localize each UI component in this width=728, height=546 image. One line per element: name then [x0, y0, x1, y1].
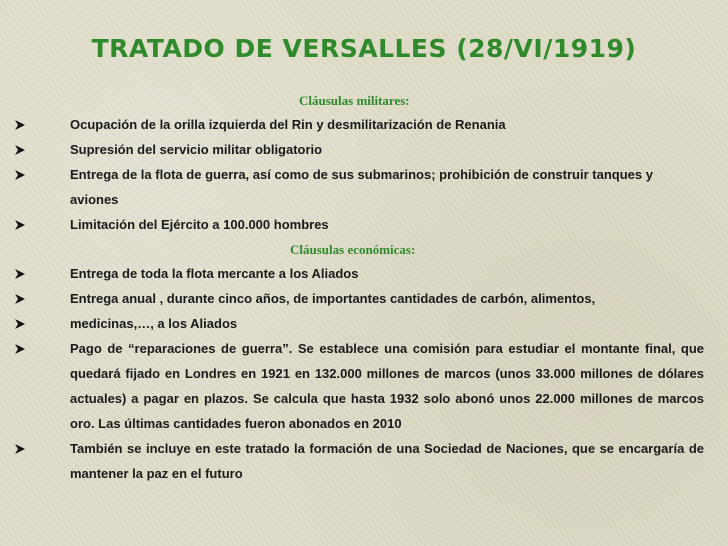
list-item-text: También se incluye en este tratado la formación de una Sociedad de Naciones, que se encargaría de mantener la paz en el futuro: [70, 441, 704, 481]
arrowhead-bullet-icon: [14, 261, 28, 286]
list-item-text: Supresión del servicio militar obligatorio: [70, 142, 323, 157]
list-item-text: Pago de “reparaciones de guerra”. Se establece una comisión para estudiar el montante final, que quedará fijado en Londres en 1921 en 132.000 millones de marcos (unos 33.000 millones de dólares actuales) a pagar en plazos. Se calcula que hasta 1932 solo abonó unos 22.000 millones de marcos oro. Las últimas cantidades fueron abonados en 2010: [70, 341, 704, 431]
list-item-text: Ocupación de la orilla izquierda del Rin y desmilitarización de Renania: [70, 117, 506, 132]
list-item: [14, 436, 704, 486]
list-item: [14, 286, 659, 336]
arrowhead-bullet-icon: [14, 112, 28, 137]
military-clauses-heading: Cláusulas militares:: [299, 93, 410, 108]
list-item-text: Entrega de la flota de guerra, así como de sus submarinos; prohibición de construir tanques y aviones: [70, 167, 653, 207]
list-item: [14, 137, 704, 162]
economic-clauses-heading: Cláusulas económicas:: [290, 242, 416, 257]
list-item: [14, 261, 704, 286]
arrowhead-bullet-icon: [14, 436, 28, 461]
list-item: [14, 336, 704, 436]
arrowhead-bullet-icon: [14, 311, 28, 336]
list-item: [14, 112, 704, 137]
arrowhead-bullet-icon: [14, 286, 28, 311]
arrowhead-bullet-icon: [14, 336, 28, 361]
arrowhead-bullet-icon: [14, 162, 28, 187]
list-item-text: Entrega anual , durante cinco años, de importantes cantidades de carbón, alimentos, medicinas,…, a los Aliados: [70, 291, 596, 331]
arrowhead-bullet-icon: [14, 212, 28, 237]
list-item-text: Limitación del Ejército a 100.000 hombres: [70, 217, 329, 232]
slide-title: TRATADO DE VERSALLES (28/VI/1919): [91, 34, 637, 63]
arrowhead-bullet-icon: [14, 137, 28, 162]
list-item: [14, 212, 704, 237]
list-item-text: Entrega de toda la flota mercante a los Aliados: [70, 266, 359, 281]
list-item: [14, 162, 664, 212]
